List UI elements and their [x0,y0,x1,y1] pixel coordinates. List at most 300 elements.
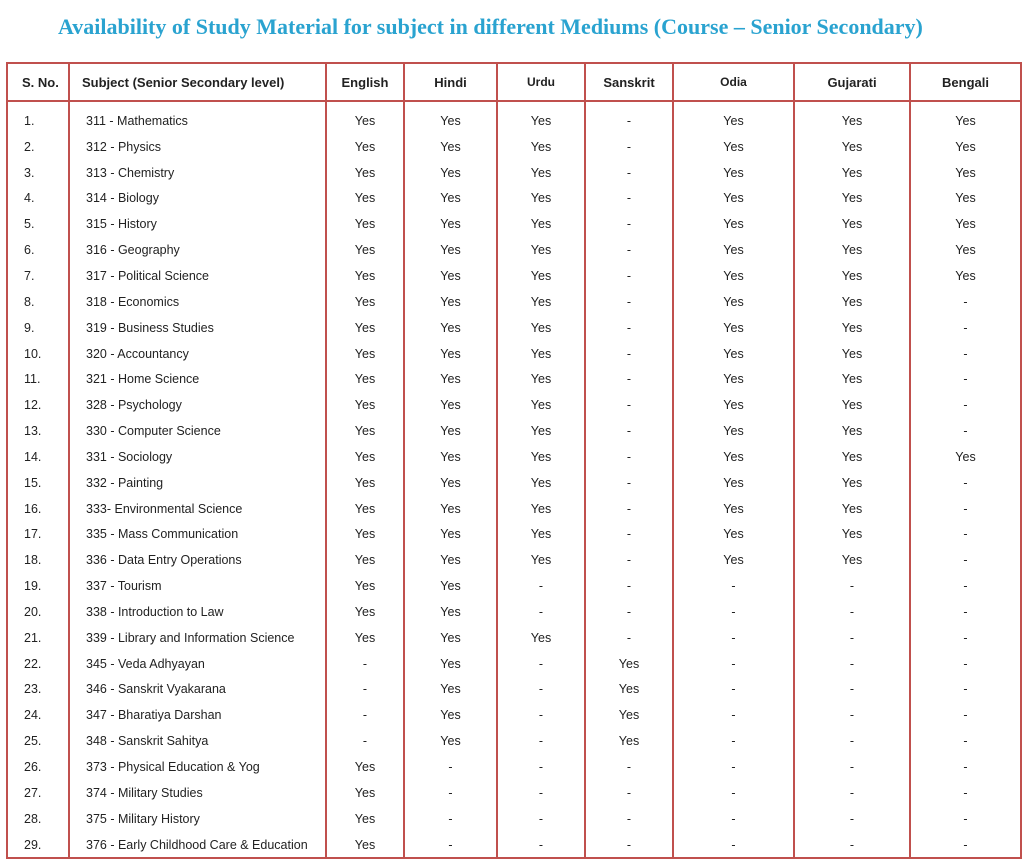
cell-odia: Yes [673,341,794,367]
cell-urdu: Yes [497,108,585,134]
cell-hindi: - [404,780,497,806]
cell-english: Yes [326,211,404,237]
cell-english: Yes [326,366,404,392]
cell-hindi: Yes [404,134,497,160]
cell-odia: Yes [673,444,794,470]
table-row [7,186,1021,212]
cell-urdu: Yes [497,625,585,651]
cell-gujarati: Yes [794,366,910,392]
cell-urdu: - [497,806,585,832]
cell-bengali: Yes [910,108,1021,134]
cell-subject: 319 - Business Studies [69,315,326,341]
cell-sno: 14. [7,444,69,470]
cell-english: Yes [326,547,404,573]
table-row [7,547,1021,573]
header-row [7,63,1021,101]
cell-sno: 25. [7,728,69,754]
table-row [7,625,1021,651]
cell-gujarati: Yes [794,315,910,341]
cell-sanskrit: - [585,211,673,237]
table-row [7,237,1021,263]
spacer-row [7,101,1021,108]
cell-english: Yes [326,237,404,263]
medium-availability-table [6,62,1022,859]
cell-gujarati: - [794,599,910,625]
cell-english: Yes [326,418,404,444]
cell-urdu: Yes [497,315,585,341]
cell-english: Yes [326,832,404,859]
cell-hindi: Yes [404,418,497,444]
cell-odia: Yes [673,547,794,573]
cell-sanskrit: - [585,392,673,418]
cell-bengali: - [910,496,1021,522]
cell-bengali: Yes [910,134,1021,160]
cell-gujarati: Yes [794,341,910,367]
cell-bengali: - [910,573,1021,599]
cell-subject: 320 - Accountancy [69,341,326,367]
cell-sanskrit: Yes [585,651,673,677]
cell-hindi: Yes [404,702,497,728]
cell-english: Yes [326,289,404,315]
cell-gujarati: Yes [794,108,910,134]
cell-odia: Yes [673,470,794,496]
cell-subject: 328 - Psychology [69,392,326,418]
cell-hindi: Yes [404,211,497,237]
cell-english: Yes [326,470,404,496]
cell-sno: 16. [7,496,69,522]
table-row [7,651,1021,677]
cell-hindi: Yes [404,237,497,263]
table-row [7,108,1021,134]
cell-sanskrit: - [585,806,673,832]
table-row [7,263,1021,289]
cell-sanskrit: Yes [585,677,673,703]
cell-gujarati: Yes [794,211,910,237]
table-row [7,134,1021,160]
cell-sanskrit: - [585,522,673,548]
cell-odia: Yes [673,237,794,263]
cell-subject: 316 - Geography [69,237,326,263]
header-hindi: Hindi [404,63,497,101]
cell-gujarati: Yes [794,547,910,573]
cell-gujarati: Yes [794,160,910,186]
cell-sanskrit: - [585,237,673,263]
cell-sanskrit: - [585,315,673,341]
cell-odia: Yes [673,496,794,522]
cell-gujarati: - [794,754,910,780]
cell-subject: 375 - Military History [69,806,326,832]
cell-english: Yes [326,496,404,522]
table-row [7,418,1021,444]
cell-bengali: - [910,599,1021,625]
cell-sno: 21. [7,625,69,651]
header-subject: Subject (Senior Secondary level) [69,63,326,101]
cell-subject: 311 - Mathematics [69,108,326,134]
cell-sanskrit: - [585,754,673,780]
cell-bengali: - [910,780,1021,806]
cell-hindi: Yes [404,160,497,186]
table-row [7,806,1021,832]
cell-sno: 18. [7,547,69,573]
cell-bengali: - [910,651,1021,677]
cell-hindi: Yes [404,599,497,625]
cell-hindi: Yes [404,263,497,289]
cell-gujarati: Yes [794,496,910,522]
cell-english: Yes [326,754,404,780]
cell-bengali: - [910,341,1021,367]
cell-english: Yes [326,806,404,832]
cell-odia: Yes [673,160,794,186]
cell-sno: 19. [7,573,69,599]
cell-sanskrit: - [585,625,673,651]
cell-urdu: - [497,832,585,859]
cell-english: Yes [326,341,404,367]
cell-bengali: Yes [910,237,1021,263]
cell-subject: 331 - Sociology [69,444,326,470]
cell-sanskrit: - [585,496,673,522]
cell-gujarati: Yes [794,444,910,470]
cell-odia: - [673,754,794,780]
cell-sno: 27. [7,780,69,806]
cell-bengali: Yes [910,211,1021,237]
cell-sno: 29. [7,832,69,859]
cell-subject: 313 - Chemistry [69,160,326,186]
cell-gujarati: - [794,832,910,859]
header-odia: Odia [673,63,794,101]
table-row [7,573,1021,599]
cell-english: Yes [326,134,404,160]
cell-odia: - [673,651,794,677]
cell-hindi: Yes [404,341,497,367]
cell-subject: 373 - Physical Education & Yog [69,754,326,780]
cell-odia: Yes [673,211,794,237]
cell-hindi: Yes [404,496,497,522]
table-row [7,289,1021,315]
cell-subject: 376 - Early Childhood Care & Education [69,832,326,859]
cell-bengali: - [910,832,1021,859]
cell-subject: 332 - Painting [69,470,326,496]
cell-urdu: Yes [497,547,585,573]
cell-english: Yes [326,599,404,625]
cell-gujarati: Yes [794,134,910,160]
cell-hindi: Yes [404,522,497,548]
table-row [7,470,1021,496]
cell-hindi: Yes [404,289,497,315]
cell-hindi: Yes [404,677,497,703]
cell-subject: 335 - Mass Communication [69,522,326,548]
cell-odia: Yes [673,392,794,418]
cell-subject: 338 - Introduction to Law [69,599,326,625]
cell-sno: 8. [7,289,69,315]
cell-odia: Yes [673,366,794,392]
cell-urdu: - [497,702,585,728]
cell-bengali: Yes [910,186,1021,212]
cell-sno: 13. [7,418,69,444]
cell-urdu: - [497,599,585,625]
cell-hindi: Yes [404,547,497,573]
cell-odia: Yes [673,315,794,341]
cell-sanskrit: - [585,134,673,160]
cell-gujarati: - [794,677,910,703]
cell-bengali: Yes [910,263,1021,289]
cell-sanskrit: - [585,108,673,134]
cell-sno: 15. [7,470,69,496]
cell-english: Yes [326,444,404,470]
table-row [7,728,1021,754]
cell-subject: 312 - Physics [69,134,326,160]
table-row [7,341,1021,367]
cell-bengali: - [910,392,1021,418]
cell-odia: - [673,728,794,754]
table-row [7,677,1021,703]
cell-subject: 374 - Military Studies [69,780,326,806]
cell-sanskrit: - [585,780,673,806]
cell-subject: 336 - Data Entry Operations [69,547,326,573]
cell-odia: - [673,599,794,625]
cell-sno: 24. [7,702,69,728]
cell-urdu: Yes [497,263,585,289]
cell-english: - [326,728,404,754]
cell-sanskrit: - [585,263,673,289]
cell-bengali: - [910,806,1021,832]
cell-gujarati: Yes [794,263,910,289]
table-row [7,160,1021,186]
table-row [7,496,1021,522]
cell-bengali: - [910,470,1021,496]
cell-bengali: - [910,677,1021,703]
cell-bengali: - [910,547,1021,573]
cell-gujarati: Yes [794,418,910,444]
cell-urdu: - [497,754,585,780]
cell-urdu: Yes [497,470,585,496]
cell-subject: 348 - Sanskrit Sahitya [69,728,326,754]
cell-odia: - [673,832,794,859]
cell-urdu: Yes [497,289,585,315]
cell-hindi: Yes [404,625,497,651]
cell-english: Yes [326,573,404,599]
cell-bengali: - [910,289,1021,315]
table-row [7,444,1021,470]
cell-hindi: - [404,754,497,780]
cell-sanskrit: - [585,444,673,470]
table-row [7,211,1021,237]
cell-subject: 314 - Biology [69,186,326,212]
cell-bengali: - [910,625,1021,651]
cell-hindi: - [404,806,497,832]
cell-bengali: - [910,754,1021,780]
cell-english: - [326,677,404,703]
cell-odia: Yes [673,289,794,315]
cell-urdu: Yes [497,366,585,392]
cell-gujarati: Yes [794,289,910,315]
cell-sno: 17. [7,522,69,548]
cell-sno: 20. [7,599,69,625]
cell-english: Yes [326,780,404,806]
cell-odia: - [673,806,794,832]
cell-sno: 5. [7,211,69,237]
cell-odia: - [673,702,794,728]
cell-odia: Yes [673,186,794,212]
cell-gujarati: Yes [794,470,910,496]
cell-urdu: - [497,780,585,806]
cell-sanskrit: - [585,418,673,444]
header-english: English [326,63,404,101]
cell-hindi: Yes [404,651,497,677]
cell-gujarati: - [794,780,910,806]
cell-sno: 9. [7,315,69,341]
cell-sno: 3. [7,160,69,186]
cell-english: Yes [326,625,404,651]
table-row [7,315,1021,341]
cell-subject: 330 - Computer Science [69,418,326,444]
cell-hindi: Yes [404,315,497,341]
cell-sno: 10. [7,341,69,367]
cell-english: Yes [326,522,404,548]
table-row [7,392,1021,418]
cell-odia: - [673,780,794,806]
cell-odia: Yes [673,263,794,289]
table-row [7,780,1021,806]
header-sno: S. No. [7,63,69,101]
cell-urdu: Yes [497,186,585,212]
cell-urdu: Yes [497,496,585,522]
table-row [7,702,1021,728]
cell-english: Yes [326,108,404,134]
table-row [7,366,1021,392]
cell-sanskrit: Yes [585,702,673,728]
cell-gujarati: - [794,702,910,728]
cell-english: Yes [326,392,404,418]
cell-odia: - [673,573,794,599]
cell-english: Yes [326,315,404,341]
header-gujarati: Gujarati [794,63,910,101]
cell-urdu: Yes [497,211,585,237]
cell-subject: 318 - Economics [69,289,326,315]
cell-subject: 315 - History [69,211,326,237]
cell-gujarati: - [794,651,910,677]
cell-hindi: - [404,832,497,859]
page-title: Availability of Study Material for subject in different Mediums (Course – Senior Secondary) [58,14,923,39]
cell-odia: Yes [673,522,794,548]
cell-sno: 23. [7,677,69,703]
cell-gujarati: - [794,625,910,651]
cell-sanskrit: - [585,289,673,315]
cell-bengali: Yes [910,160,1021,186]
cell-urdu: - [497,573,585,599]
cell-bengali: - [910,315,1021,341]
cell-hindi: Yes [404,108,497,134]
cell-urdu: Yes [497,522,585,548]
cell-gujarati: Yes [794,186,910,212]
cell-sno: 12. [7,392,69,418]
cell-gujarati: - [794,573,910,599]
cell-subject: 347 - Bharatiya Darshan [69,702,326,728]
cell-sanskrit: - [585,160,673,186]
cell-bengali: - [910,366,1021,392]
cell-hindi: Yes [404,573,497,599]
cell-odia: Yes [673,108,794,134]
cell-sno: 6. [7,237,69,263]
cell-sno: 2. [7,134,69,160]
cell-english: Yes [326,186,404,212]
cell-odia: - [673,625,794,651]
cell-urdu: Yes [497,444,585,470]
header-urdu: Urdu [497,63,585,101]
cell-sanskrit: - [585,470,673,496]
cell-hindi: Yes [404,444,497,470]
cell-hindi: Yes [404,186,497,212]
cell-odia: - [673,677,794,703]
cell-hindi: Yes [404,728,497,754]
cell-subject: 337 - Tourism [69,573,326,599]
cell-urdu: Yes [497,418,585,444]
table-row [7,754,1021,780]
cell-subject: 333- Environmental Science [69,496,326,522]
table-row [7,599,1021,625]
cell-gujarati: Yes [794,237,910,263]
cell-sanskrit: - [585,186,673,212]
cell-hindi: Yes [404,392,497,418]
cell-urdu: - [497,677,585,703]
table-row [7,522,1021,548]
cell-bengali: Yes [910,444,1021,470]
cell-hindi: Yes [404,470,497,496]
cell-sanskrit: Yes [585,728,673,754]
cell-gujarati: - [794,728,910,754]
cell-english: Yes [326,263,404,289]
cell-sanskrit: - [585,573,673,599]
cell-urdu: - [497,651,585,677]
cell-urdu: Yes [497,341,585,367]
cell-subject: 345 - Veda Adhyayan [69,651,326,677]
cell-gujarati: Yes [794,392,910,418]
cell-sno: 1. [7,108,69,134]
cell-subject: 321 - Home Science [69,366,326,392]
cell-urdu: Yes [497,160,585,186]
cell-sno: 28. [7,806,69,832]
cell-sanskrit: - [585,341,673,367]
cell-urdu: Yes [497,237,585,263]
cell-sno: 26. [7,754,69,780]
cell-hindi: Yes [404,366,497,392]
cell-sno: 11. [7,366,69,392]
cell-sno: 7. [7,263,69,289]
header-bengali: Bengali [910,63,1021,101]
cell-bengali: - [910,418,1021,444]
cell-odia: Yes [673,134,794,160]
cell-english: - [326,651,404,677]
cell-sno: 22. [7,651,69,677]
header-sanskrit: Sanskrit [585,63,673,101]
cell-gujarati: Yes [794,522,910,548]
cell-english: - [326,702,404,728]
cell-subject: 339 - Library and Information Science [69,625,326,651]
cell-sanskrit: - [585,366,673,392]
cell-urdu: Yes [497,134,585,160]
cell-bengali: - [910,702,1021,728]
cell-sanskrit: - [585,832,673,859]
cell-urdu: - [497,728,585,754]
cell-english: Yes [326,160,404,186]
cell-sanskrit: - [585,599,673,625]
cell-sanskrit: - [585,547,673,573]
cell-subject: 346 - Sanskrit Vyakarana [69,677,326,703]
cell-urdu: Yes [497,392,585,418]
cell-subject: 317 - Political Science [69,263,326,289]
cell-sno: 4. [7,186,69,212]
cell-gujarati: - [794,806,910,832]
table-body [7,101,1021,858]
